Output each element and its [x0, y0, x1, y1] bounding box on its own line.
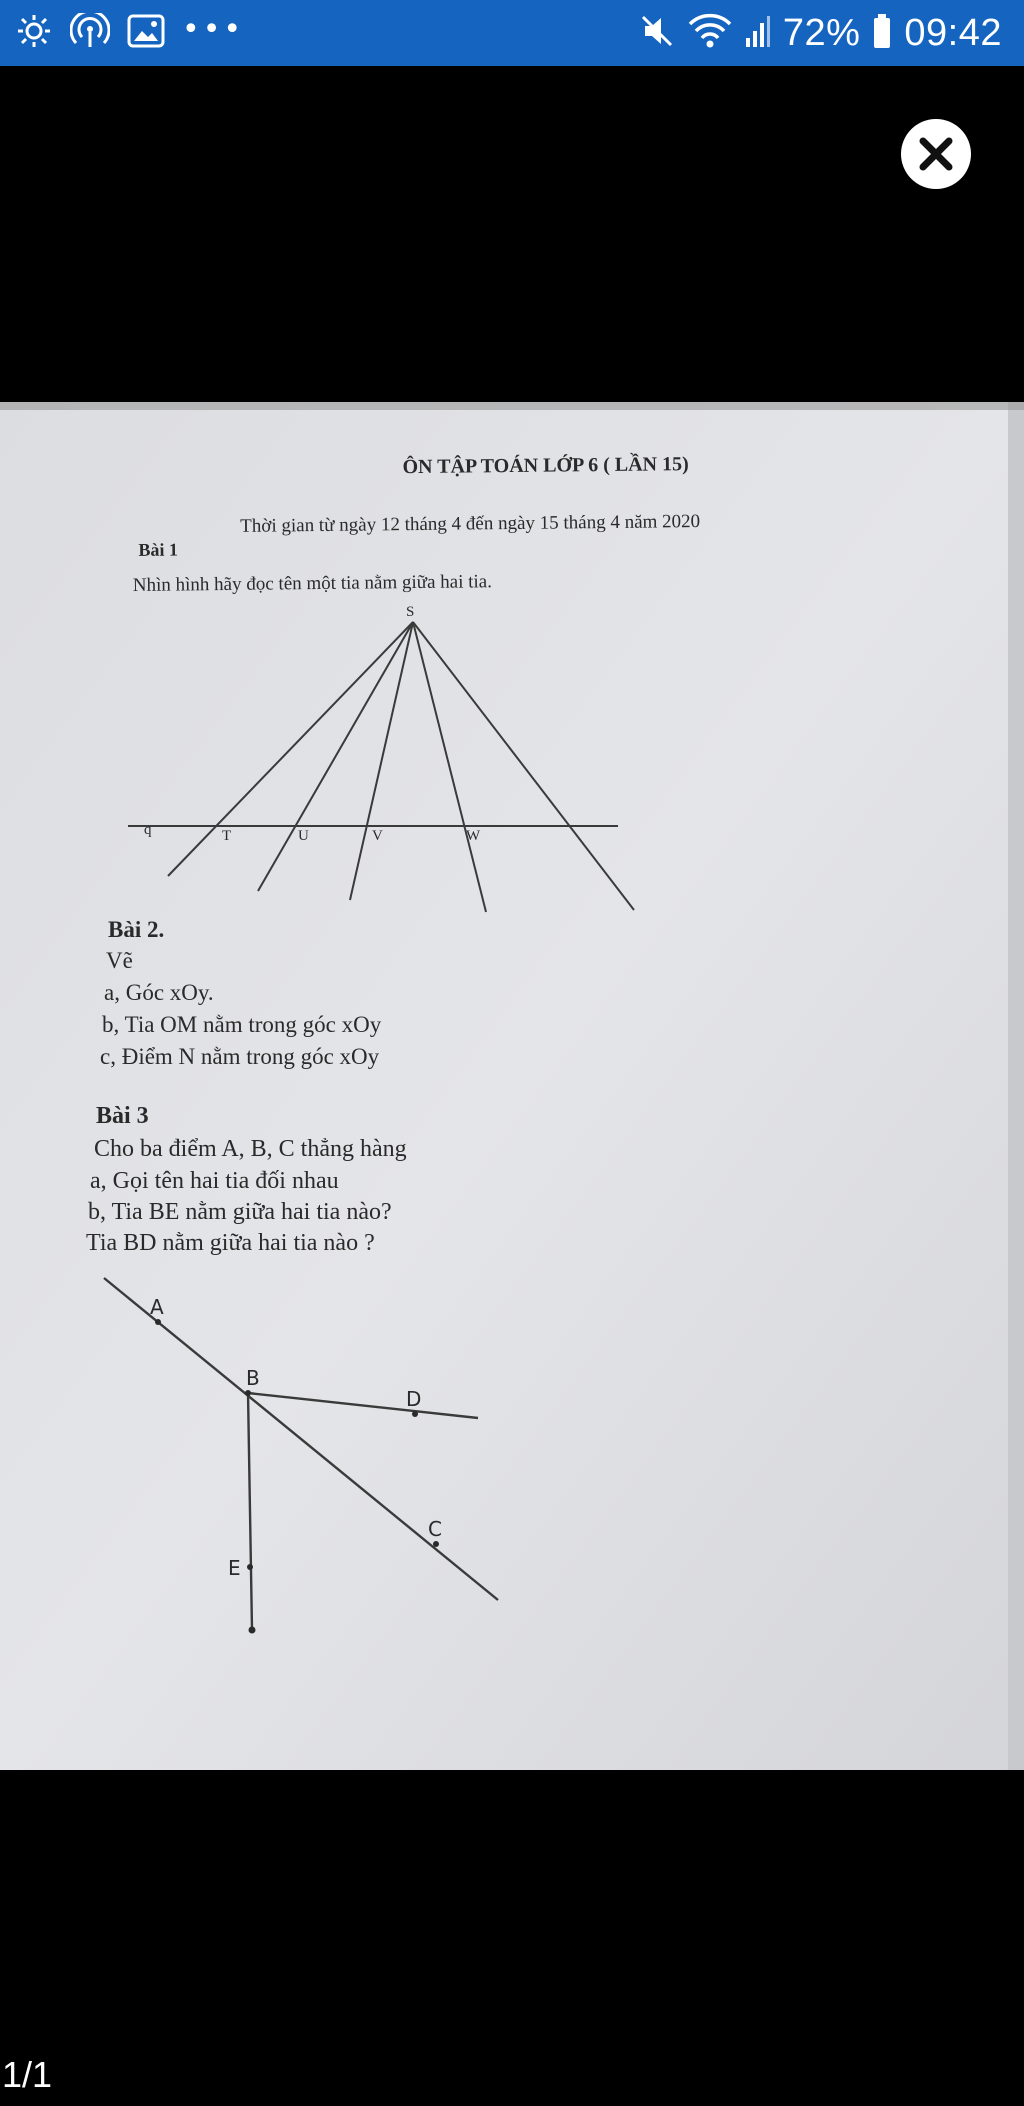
clock: 09:42 — [904, 11, 1002, 54]
label-e: E — [228, 1556, 241, 1580]
label-t: T — [222, 828, 232, 844]
close-icon — [901, 119, 971, 189]
mute-icon — [639, 13, 675, 53]
label-w: W — [466, 828, 481, 844]
hotspot-icon — [70, 13, 110, 53]
worksheet-title: ÔN TẬP TOÁN LỚP 6 ( LẦN 15) — [402, 453, 689, 479]
label-c: C — [428, 1517, 442, 1541]
close-button[interactable] — [901, 119, 971, 189]
bai2-line: a, Góc xOy. — [104, 980, 214, 1005]
bai2-heading: Bài 2. — [108, 917, 165, 942]
status-bar-left — [14, 12, 244, 54]
label-s: S — [406, 604, 415, 620]
battery-percent: 72% — [782, 11, 861, 54]
wifi-icon — [687, 12, 733, 54]
bai3-heading: Bài 3 — [96, 1103, 149, 1129]
battery-icon — [872, 13, 892, 53]
bai3-line: Tia BD nằm giữa hai tia nào ? — [86, 1230, 375, 1256]
status-bar — [0, 0, 1024, 66]
label-b: B — [246, 1366, 260, 1390]
paper-sheet — [0, 402, 1024, 1770]
bai3-line: Cho ba điểm A, B, C thẳng hàng — [94, 1136, 407, 1162]
bai2-line: b, Tia OM nằm trong góc xOy — [102, 1012, 382, 1037]
label-q: q — [144, 822, 152, 838]
bai2-line: c, Điểm N nằm trong góc xOy — [100, 1044, 380, 1069]
label-d: D — [406, 1387, 422, 1411]
bai2-line: Vẽ — [106, 948, 133, 973]
label-a: A — [150, 1295, 164, 1319]
worksheet-photo — [0, 402, 1024, 1770]
page-indicator: 1/1 — [2, 2054, 53, 2095]
brightness-icon — [14, 13, 54, 53]
signal-icon — [745, 14, 771, 52]
bai1-heading: Bài 1 — [138, 539, 179, 560]
photo-icon — [126, 13, 166, 53]
status-bar-right — [639, 10, 1002, 56]
label-u: U — [298, 828, 309, 844]
more-notifications-icon: ••• — [182, 11, 245, 47]
worksheet-subtitle: Thời gian từ ngày 12 tháng 4 đến ngày 15 tháng 4 năm 2020 — [240, 511, 701, 537]
label-v: V — [372, 828, 383, 844]
bai3-line: b, Tia BE nằm giữa hai tia nào? — [88, 1199, 392, 1225]
bai1-prompt: Nhìn hình hãy đọc tên một tia nằm giữa hai tia. — [132, 571, 493, 596]
bai3-line: a, Gọi tên hai tia đối nhau — [90, 1168, 339, 1194]
